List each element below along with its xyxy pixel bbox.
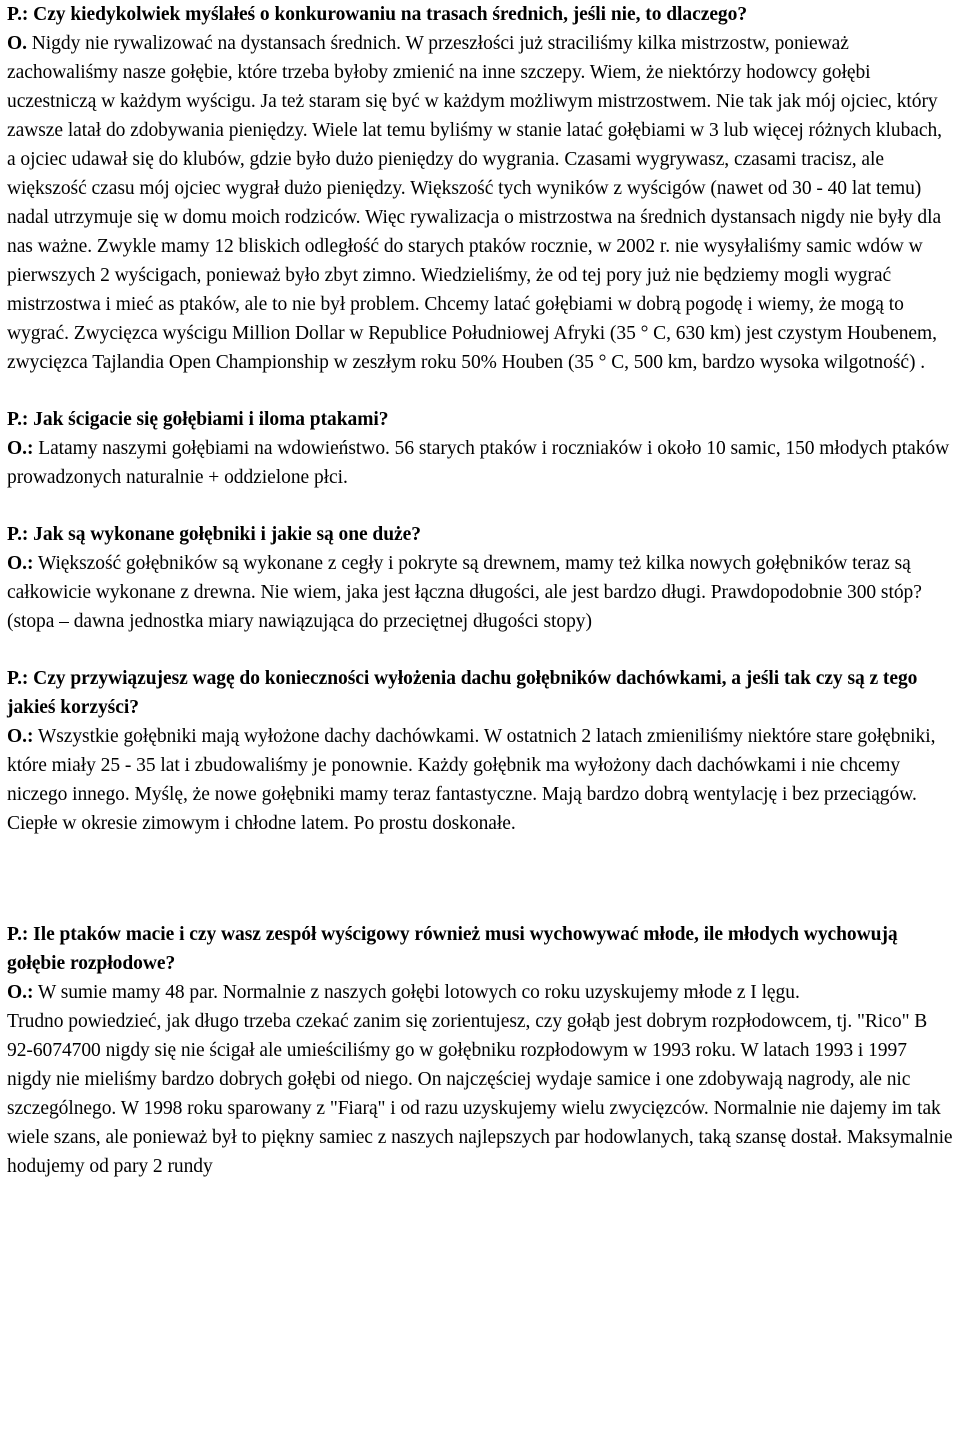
qa-block-2 xyxy=(7,405,953,492)
answer-1: Nigdy nie rywalizować na dystansach średnich. W przeszłości już straciliśmy kilka mistrzostw, ponieważ zachowaliśmy nasze gołębie, które trzeba byłoby zmienić na inne szczepy. Wiem, że niektórzy hodowcy gołębi uczestniczą w każdym wyścigu. Ja też staram się być w każdym możliwym mistrzostwem. Nie tak jak mój ojciec, który zawsze latał do zdobywania pieniędzy. Wiele lat temu byliśmy w stanie latać gołębiami w 3 lub więcej różnych klubach, a ojciec udawał się do klubów, gdzie było dużo pieniędzy do wygrania. Czasami wygrywasz, czasami tracisz, ale większość czasu mój ojciec wygrał dużo pieniędzy. Większość tych wyników z wyścigów (nawet od 30 - 40 lat temu) nadal utrzymuje się w domu moich rodziców. Więc rywalizacja o mistrzostwa na średnich dystansach nigdy nie były dla nas ważne. Zwykle mamy 12 bliskich odległość do starych ptaków rocznie, w 2002 r. nie wysyłaliśmy samic wdów w pierwszych 2 wyścigach, ponieważ było zbyt zimno. Wiedzieliśmy, że od tej pory już nie będziemy mogli wygrać mistrzostwa i mieć as ptaków, ale to nie był problem. Chcemy latać gołębiami w dobrą pogodę i wiemy, że mogą to wygrać. Zwycięzca wyścigu Million Dollar w Republice Południowej Afryki (35 ° C, 630 km) jest czystym Houbenem, zwycięzca Tajlandia Open Championship w zeszłym roku 50% Houben (35 ° C, 500 km, bardzo wysoka wilgotność) . xyxy=(7,33,943,373)
answer-label-5: O.: xyxy=(7,982,34,1003)
answer-label-4: O.: xyxy=(7,726,34,747)
question-5: P.: Ile ptaków macie i czy wasz zespół wyścigowy również musi wychowywać młode, ile młodych wychowują gołębie rozpłodowe? xyxy=(7,924,898,974)
qa-block-1 xyxy=(7,0,953,377)
spacer xyxy=(7,492,953,520)
answer-label-2: O.: xyxy=(7,438,34,459)
qa-block-4 xyxy=(7,664,953,838)
document-page xyxy=(7,0,953,1181)
spacer xyxy=(7,377,953,405)
question-1: P.: Czy kiedykolwiek myślałeś o konkurowaniu na trasach średnich, jeśli nie, to dlaczego? xyxy=(7,4,748,25)
spacer xyxy=(7,838,953,920)
answer-3: Większość gołębników są wykonane z cegły i pokryte są drewnem, mamy też kilka nowych gołębników teraz są całkowicie wykonane z drewna. Nie wiem, jaka jest łączna długości, ale jest bardzo długi. Prawdopodobnie 300 stóp? (stopa – dawna jednostka miary nawiązująca do przeciętnej długości stopy) xyxy=(7,553,922,632)
qa-block-3 xyxy=(7,520,953,636)
answer-label-3: O.: xyxy=(7,553,34,574)
question-4: P.: Czy przywiązujesz wagę do konieczności wyłożenia dachu gołębników dachówkami, a jeśli tak czy są z tego jakieś korzyści? xyxy=(7,668,918,718)
answer-5-continued: Trudno powiedzieć, jak długo trzeba czekać zanim się zorientujesz, czy gołąb jest dobrym rozpłodowcem, tj. "Rico" B 92-6074700 nigdy się nie ścigał ale umieściliśmy go w gołębniku rozpłodowym w 1993 roku. W latach 1993 i 1997 nigdy nie mieliśmy bardzo dobrych gołębi od niego. On najczęściej wydaje samice i one zdobywają nagrody, ale nic szczególnego. W 1998 roku sparowany z "Fiarą" i od razu uzyskujemy wielu zwycięzców. Normalnie nie dajemy im tak wiele szans, ale ponieważ był to piękny samiec z naszych najlepszych par hodowlanych, taką szansę dostał. Maksymalnie hodujemy od pary 2 rundy xyxy=(7,1011,953,1177)
answer-label-1: O. xyxy=(7,33,27,54)
question-2: P.: Jak ścigacie się gołębiami i iloma ptakami? xyxy=(7,409,389,430)
spacer xyxy=(7,636,953,664)
answer-4: Wszystkie gołębniki mają wyłożone dachy dachówkami. W ostatnich 2 latach zmieniliśmy niektóre stare gołębniki, które miały 25 - 35 lat i zbudowaliśmy je ponownie. Każdy gołębnik ma wyłożony dach dachówkami i nie chcemy niczego innego. Myślę, że nowe gołębniki mamy teraz fantastyczne. Mają bardzo dobrą wentylację i bez przeciągów. Ciepłe w okresie zimowym i chłodne latem. Po prostu doskonałe. xyxy=(7,726,936,834)
answer-2: Latamy naszymi gołębiami na wdowieństwo. 56 starych ptaków i roczniaków i około 10 samic, 150 młodych ptaków prowadzonych naturalnie + oddzielone płci. xyxy=(7,438,950,488)
answer-5: W sumie mamy 48 par. Normalnie z naszych gołębi lotowych co roku uzyskujemy młode z I lęgu. xyxy=(33,982,800,1003)
question-3: P.: Jak są wykonane gołębniki i jakie są one duże? xyxy=(7,524,421,545)
qa-block-5 xyxy=(7,920,953,1181)
